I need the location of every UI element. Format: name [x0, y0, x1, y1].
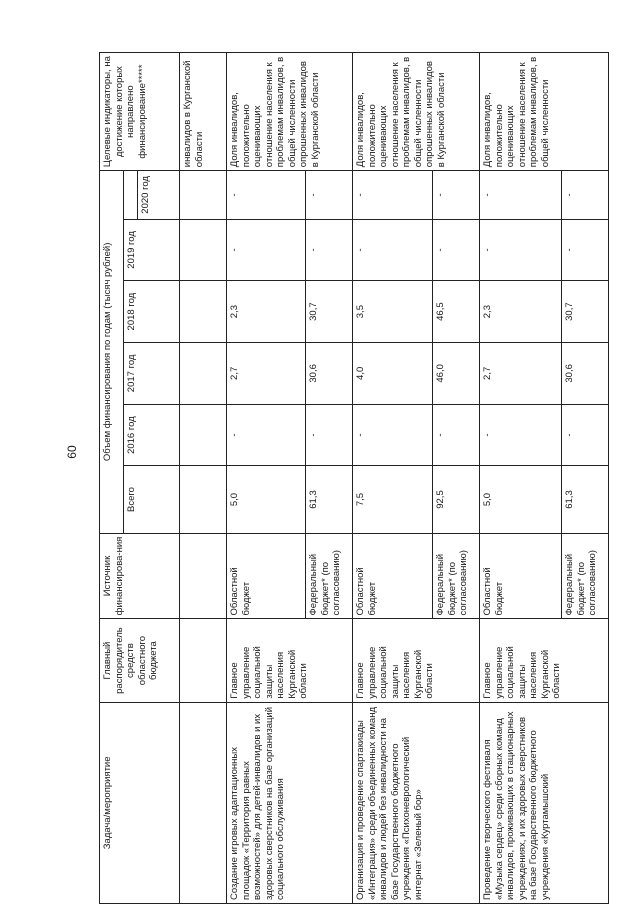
y2018-cell-empty — [180, 281, 227, 343]
source-cell: Федеральный бюджет* (по согласованию) — [562, 533, 609, 619]
y2019-cell: - — [227, 219, 306, 281]
y2019-cell: - — [480, 219, 562, 281]
header-2017: 2017 год — [124, 342, 180, 404]
y2018-cell: 46,5 — [433, 281, 480, 343]
source-cell: Федеральный бюджет* (по согласованию) — [306, 533, 353, 619]
total-cell: 92,5 — [433, 466, 480, 533]
y2016-cell-empty — [180, 404, 227, 466]
y2016-cell: - — [227, 404, 306, 466]
table-row — [480, 53, 562, 904]
header-source: Источник финансирова-ния — [100, 533, 180, 619]
y2018-cell: 30,7 — [562, 281, 609, 343]
header-row-1 — [100, 53, 124, 904]
total-cell-empty — [180, 466, 227, 533]
table-row — [180, 53, 227, 904]
task-cell: Создание игровых адаптационных площадок «Территория равных возможностей» для детей-инвалидов и их здоровых сверстников на базе организаций социального обслуживания — [227, 702, 353, 903]
header-2020-spacer — [124, 171, 138, 219]
total-cell: 61,3 — [562, 466, 609, 533]
y2020-cell: - — [480, 171, 562, 219]
y2019-cell: - — [562, 219, 609, 281]
y2017-cell: 30,6 — [306, 342, 353, 404]
source-cell: Областной бюджет — [227, 533, 306, 619]
header-indicators: Целевые индикаторы, на достижение которых направлено финансирование***** — [100, 53, 180, 171]
source-cell: Областной бюджет — [353, 533, 433, 619]
y2020-cell: - — [353, 171, 433, 219]
header-distributor: Главный распорядитель средств областного бюджета — [100, 619, 180, 702]
y2019-cell-empty — [180, 219, 227, 281]
task-cell: Проведение творческого фестиваля «Музыка сердец» среди сборных команд инвалидов, проживающих в стационарных учреждениях, и их здоровых сверстников на базе Государственного бюджетного учреждения «Куртамышский — [480, 702, 609, 903]
y2018-cell: 30,7 — [306, 281, 353, 343]
distributor-cell: Главное управление социальной защиты населения Курганской области — [480, 619, 609, 702]
y2017-cell: 46,0 — [433, 342, 480, 404]
y2016-cell: - — [433, 404, 480, 466]
header-volume: Объем финансирования по годам (тысяч рублей) — [100, 171, 124, 533]
rotated-table-container — [99, 52, 624, 904]
y2019-cell: - — [433, 219, 480, 281]
source-cell-empty — [180, 533, 227, 619]
y2017-cell: 2,7 — [227, 342, 306, 404]
header-total: Всего — [124, 466, 180, 533]
table-row — [227, 53, 306, 904]
funding-table — [99, 52, 609, 904]
y2019-cell: - — [306, 219, 353, 281]
indicator-cell: инвалидов в Курганской области — [180, 53, 227, 171]
indicator-cell: Доля инвалидов, положительно оценивающих отношение населения к проблемам инвалидов, в общей численности опрошенных инвалидов в Курганской области — [353, 53, 480, 171]
y2019-cell: - — [353, 219, 433, 281]
table-row — [353, 53, 433, 904]
y2020-cell: - — [433, 171, 480, 219]
y2017-cell: 2,7 — [480, 342, 562, 404]
y2016-cell: - — [306, 404, 353, 466]
y2020-cell: - — [562, 171, 609, 219]
table-viewport — [99, 52, 624, 904]
header-2019: 2019 год — [124, 219, 180, 281]
header-2020: 2020 год — [138, 171, 180, 219]
indicator-cell: Доля инвалидов, положительно оценивающих отношение населения к проблемам инвалидов, в общей численности опрошенных инвалидов в Курганской области — [227, 53, 353, 171]
header-task: Задача/мероприятие — [100, 702, 180, 903]
page-number: 60 — [65, 445, 79, 459]
distributor-cell: Главное управление социальной защиты населения Курганской области — [353, 619, 480, 702]
y2017-cell-empty — [180, 342, 227, 404]
task-cell-empty — [180, 702, 227, 903]
y2018-cell: 2,3 — [227, 281, 306, 343]
y2017-cell: 4,0 — [353, 342, 433, 404]
total-cell: 5,0 — [480, 466, 562, 533]
distributor-cell-empty — [180, 619, 227, 702]
y2020-cell: - — [227, 171, 306, 219]
header-2018: 2018 год — [124, 281, 180, 343]
y2018-cell: 3,5 — [353, 281, 433, 343]
source-cell: Федеральный бюджет* (по согласованию) — [433, 533, 480, 619]
y2020-cell: - — [306, 171, 353, 219]
distributor-cell: Главное управление социальной защиты населения Курганской области — [227, 619, 353, 702]
y2016-cell: - — [480, 404, 562, 466]
y2020-cell-empty — [180, 171, 227, 219]
y2016-cell: - — [562, 404, 609, 466]
y2017-cell: 30,6 — [562, 342, 609, 404]
source-cell: Областной бюджет — [480, 533, 562, 619]
task-cell: Организация и проведение спартакиады «Интеграция» среди объединенных команд инвалидов и людей без инвалидности на базе Государственного бюджетного учреждения «Психоневрологический интернат «Зеленый бор» — [353, 702, 480, 903]
header-2016: 2016 год — [124, 404, 180, 466]
y2018-cell: 2,3 — [480, 281, 562, 343]
total-cell: 5,0 — [227, 466, 306, 533]
y2016-cell: - — [353, 404, 433, 466]
total-cell: 61,3 — [306, 466, 353, 533]
indicator-cell: Доля инвалидов, положительно оценивающих отношение населения к проблемам инвалидов, в общей численности — [480, 53, 609, 171]
total-cell: 7,5 — [353, 466, 433, 533]
